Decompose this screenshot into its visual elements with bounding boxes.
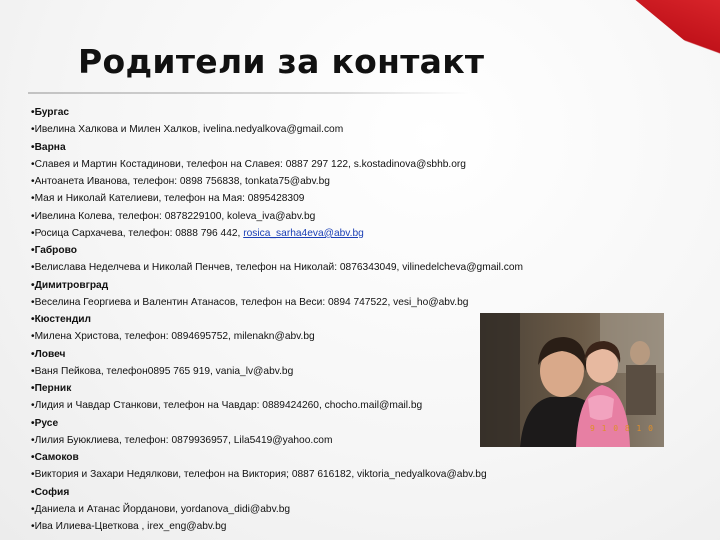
family-photo xyxy=(480,313,664,447)
city-name: •Варна xyxy=(31,141,66,153)
contact-entry xyxy=(31,156,710,173)
city-name: •Димитровград xyxy=(31,279,109,291)
contact-entry xyxy=(31,173,710,190)
city-name: •Ловеч xyxy=(31,348,66,360)
email-link[interactable]: rosica_sarha4eva@abv.bg xyxy=(243,227,364,239)
city-heading xyxy=(31,277,710,294)
contact-text: •Ивелина Халкова и Милен Халков, ivelina.nedyalkova@gmail.com xyxy=(31,124,344,136)
title-underline xyxy=(28,92,468,94)
city-name: •Самоков xyxy=(31,452,79,463)
contact-entry xyxy=(31,121,710,138)
contact-text: •Милена Христова, телефон: 0894695752, milenakn@abv.bg xyxy=(31,331,315,343)
city-heading xyxy=(31,449,710,466)
city-heading xyxy=(31,139,710,156)
city-heading xyxy=(31,242,710,259)
contact-text: •Велислава Неделчева и Николай Пенчев, телефон на Николай: 0876343049, vilinedelcheva@gmail.com xyxy=(31,262,523,274)
contact-entry xyxy=(31,466,710,483)
contact-text: •Ваня Пейкова, телефон0895 765 919, vania_lv@abv.bg xyxy=(31,365,294,377)
contact-text: •Даниела и Атанас Йорданови, yordanova_didi@abv.bg xyxy=(31,503,291,515)
contact-text: •Виктория и Захари Недялкови, телефон на Виктория; 0887 616182, viktoria_nedyalkova@abv.bg xyxy=(31,469,487,481)
photo-date-stamp: 9 1 0 8 1 0 xyxy=(590,424,654,433)
city-heading xyxy=(31,484,710,501)
city-name: •София xyxy=(31,486,70,498)
contact-text: •Славея и Мартин Костадинови, телефон на Славея: 0887 297 122, s.kostadinova@sbhb.org xyxy=(31,158,466,170)
city-name: •Перник xyxy=(31,383,72,394)
contact-entry xyxy=(31,294,710,311)
corner-decoration xyxy=(590,0,720,70)
city-heading xyxy=(31,104,710,121)
contact-text: •Лидия и Чавдар Станкови, телефон на Чавдар: 0889424260, chocho.mail@mail.bg xyxy=(31,400,423,412)
city-name: •Бургас xyxy=(31,107,70,118)
city-name: •Русе xyxy=(31,417,59,429)
contact-text: •Мая и Николай Кателиеви, телефон на Мая: 0895428309 xyxy=(31,193,305,205)
city-name: •Габрово xyxy=(31,245,77,256)
page-title: Родители за контакт xyxy=(78,42,485,81)
contact-entry xyxy=(31,225,710,242)
contact-text: •Ива Илиева-Цветкова , irex_eng@abv.bg xyxy=(31,521,227,532)
contact-text: •Антоанета Иванова, телефон: 0898 756838, tonkata75@abv.bg xyxy=(31,176,330,187)
contact-entry xyxy=(31,259,710,276)
contact-text: •Веселина Георгиева и Валентин Атанасов, телефон на Веси: 0894 747522, vesi_ho@abv.bg xyxy=(31,296,469,308)
city-name: •Кюстендил xyxy=(31,314,92,325)
contact-entry xyxy=(31,208,710,225)
contact-text: •Росица Сархачева, телефон: 0888 796 442, xyxy=(31,227,244,239)
contact-text: •Лилия Буюклиева, телефон: 0879936957, Lila5419@yahoo.com xyxy=(31,434,333,446)
contact-entry xyxy=(31,501,710,518)
contact-entry xyxy=(31,190,710,207)
contact-entry xyxy=(31,518,710,535)
contact-text: •Ивелина Колева, телефон: 0878229100, koleva_iva@abv.bg xyxy=(31,210,316,222)
